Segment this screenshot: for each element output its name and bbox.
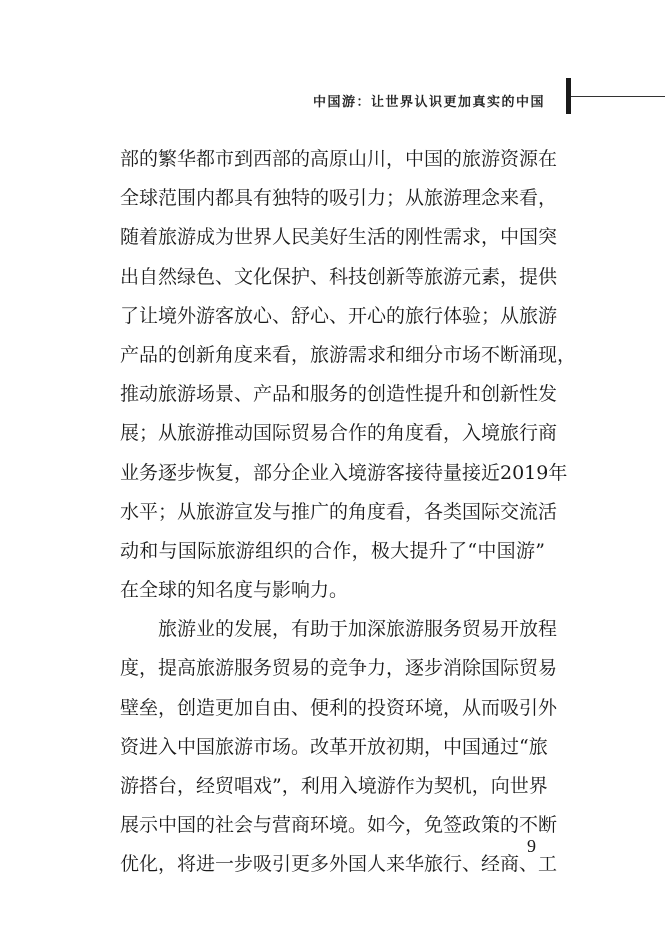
text-line: 推动旅游场景、产品和服务的创造性提升和创新性发 (120, 383, 558, 406)
text-line: 展；从旅游推动国际贸易合作的角度看，入境旅行商 (120, 422, 558, 445)
text-line: 壁垒，创造更加自由、便利的投资环境，从而吸引外 (120, 696, 558, 719)
text-line: 全球范围内都具有独特的吸引力；从旅游理念来看， (120, 187, 558, 210)
page-number: 9 (527, 836, 536, 856)
text-line: 产品的创新角度来看，旅游需求和细分市场不断涌现， (120, 343, 577, 366)
text-line: 部的繁华都市到西部的高原山川，中国的旅游资源在 (120, 148, 558, 170)
text-line: 度，提高旅游服务贸易的竞争力，逐步消除国际贸易 (120, 657, 558, 680)
running-header-title: 中国游：让世界认识更加真实的中国 (312, 95, 545, 110)
text-line: 了让境外游客放心、舒心、开心的旅行体验；从旅游 (120, 304, 558, 327)
text-line: 出自然绿色、文化保护、科技创新等旅游元素，提供 (120, 265, 558, 288)
text-line: 随着旅游成为世界人民美好生活的刚性需求，中国突 (120, 226, 558, 249)
text-line: 在全球的知名度与影响力。 (120, 579, 349, 602)
text-line: 优化，将进一步吸引更多外国人来华旅行、经商、工 (120, 853, 558, 876)
header-rule (571, 96, 665, 97)
body-text (120, 140, 577, 885)
text-line: 游搭台，经贸唱戏”，利用入境游作为契机，向世界 (120, 775, 548, 797)
text-line: 动和与国际旅游组织的合作，极大提升了“中国游” (120, 539, 545, 562)
text-line: 业务逐步恢复，部分企业入境游客接待量接近2019年 (120, 461, 568, 484)
text-line: 水平；从旅游宣发与推广的角度看，各类国际交流活 (120, 500, 558, 523)
paragraph-first-line: 旅游业的发展，有助于加深旅游服务贸易开放程 (158, 618, 558, 641)
text-line: 资进入中国旅游市场。改革开放初期，中国通过“旅 (120, 735, 548, 758)
text-line: 展示中国的社会与营商环境。如今，免签政策的不断 (120, 814, 558, 837)
